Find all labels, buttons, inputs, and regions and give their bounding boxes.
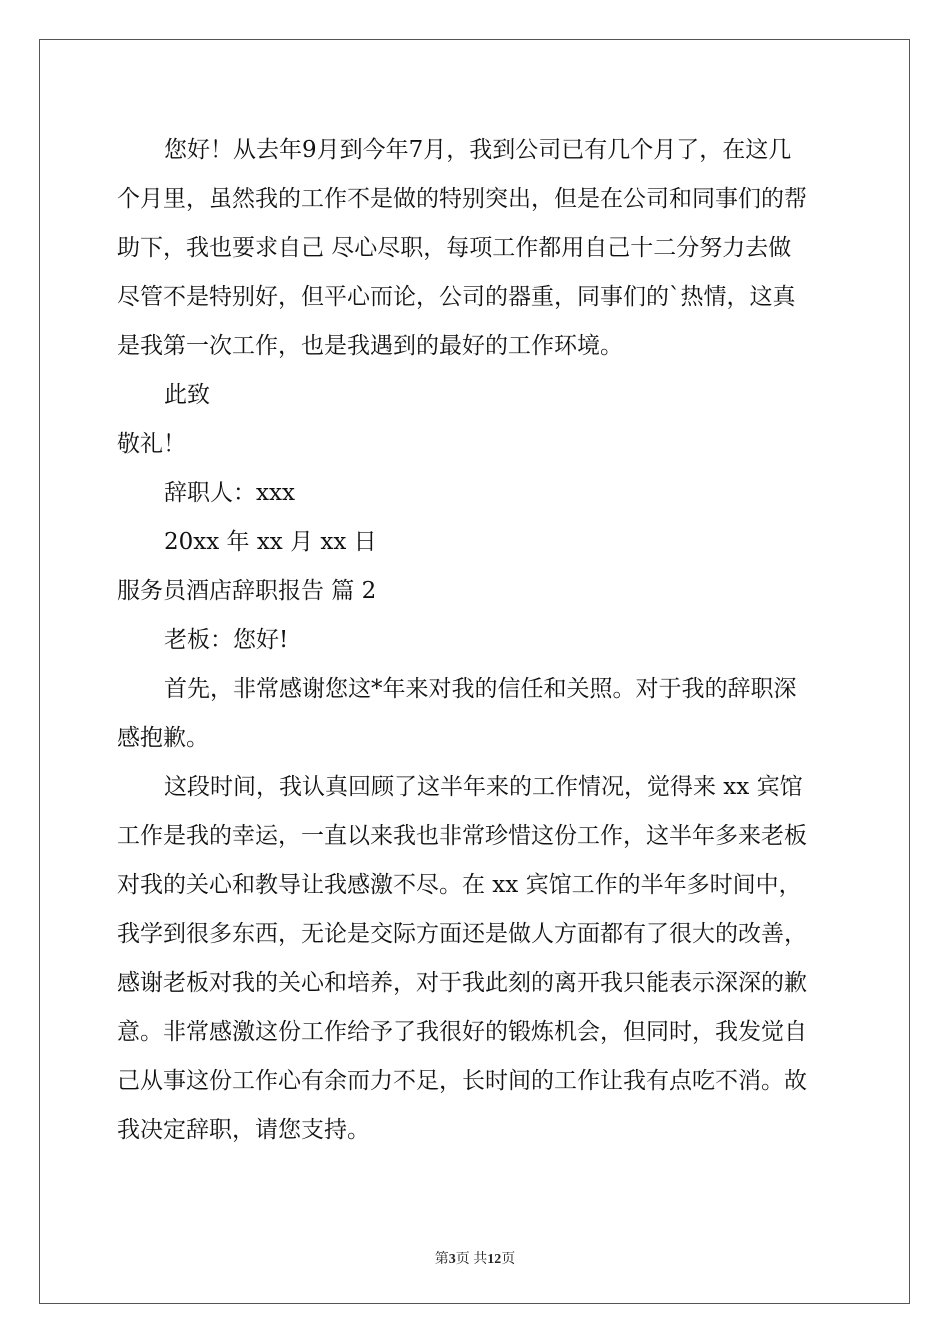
- closing-line: 此致: [164, 382, 210, 408]
- page-prefix: 第: [434, 1252, 449, 1267]
- page-mid: 页 共: [455, 1252, 488, 1267]
- paragraph-line: 助下，我也要求自己 尽心尽职，每项工作都用自己十二分努力去做: [117, 235, 792, 261]
- salute-line: 敬礼！: [117, 431, 186, 457]
- section-title: 服务员酒店辞职报告 篇 2: [117, 578, 377, 604]
- paragraph-line: 您好！从去年9月到今年7月，我到公司已有几个月了，在这几: [164, 137, 792, 163]
- paragraph-line: 我学到很多东西，无论是交际方面还是做人方面都有了很大的改善，: [117, 921, 807, 947]
- page-suffix: 页: [501, 1252, 516, 1267]
- page-footer: [0, 1248, 950, 1268]
- paragraph-line: 我决定辞职，请您支持。: [117, 1117, 370, 1143]
- signer-line: 辞职人：xxx: [164, 480, 295, 506]
- paragraph-line: 己从事这份工作心有余而力不足，长时间的工作让我有点吃不消。故: [117, 1068, 807, 1094]
- date-line: 20xx 年 xx 月 xx 日: [164, 529, 377, 555]
- paragraph-line: 这段时间，我认真回顾了这半年来的工作情况，觉得来 xx 宾馆: [164, 774, 803, 800]
- paragraph-line: 意。非常感激这份工作给予了我很好的锻炼机会，但同时，我发觉自: [117, 1019, 807, 1045]
- paragraph-line: 尽管不是特别好，但平心而论，公司的器重，同事们的`热情，这真: [117, 284, 796, 310]
- current-page-number: 3: [448, 1252, 456, 1267]
- paragraph-line: 是我第一次工作，也是我遇到的最好的工作环境。: [117, 333, 623, 359]
- paragraph-line: 对我的关心和教导让我感激不尽。在 xx 宾馆工作的半年多时间中，: [117, 872, 802, 898]
- paragraph-line: 感谢老板对我的关心和培养，对于我此刻的离开我只能表示深深的歉: [117, 970, 807, 996]
- paragraph-line: 首先，非常感谢您这*年来对我的信任和关照。对于我的辞职深: [164, 676, 797, 702]
- greeting-line: 老板：您好!: [164, 627, 289, 653]
- paragraph-line: 个月里，虽然我的工作不是做的特别突出，但是在公司和同事们的帮: [117, 186, 807, 212]
- paragraph-line: 工作是我的幸运，一直以来我也非常珍惜这份工作，这半年多来老板: [117, 823, 807, 849]
- total-page-number: 12: [487, 1252, 502, 1267]
- paragraph-line: 感抱歉。: [117, 725, 209, 751]
- document-body: [117, 126, 837, 1155]
